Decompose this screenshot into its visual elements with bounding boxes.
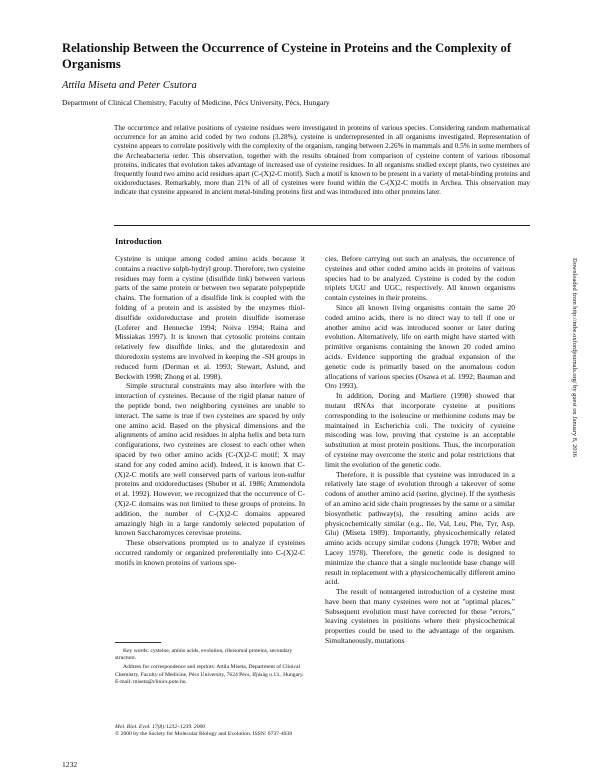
abstract-divider (114, 225, 530, 226)
journal-citation: Mol. Biol. Evol. 17(8):1232–1239. 2000 (115, 724, 206, 730)
journal-info (115, 724, 305, 738)
author-affiliation: Department of Clinical Chemistry, Faculty of Medicine, Pécs University, Pécs, Hungary (62, 98, 330, 107)
journal-copyright: © 2000 by the Society for Molecular Biology and Evolution. ISSN: 0737-4038 (115, 731, 293, 738)
right-paragraph-2: Since all known living organisms contain the same 20 coded amino acids, there is no direct way to tell if one or another amino acid was introduced sooner or later during evolution. Alternatively, life on earth might have started with primitive organisms containing the known 20 coded amino acids. Evidence supporting the gradual expansion of the genetic code is primarily based on the anomalous codon allocations of various species (Osawa et al. 1992; Bauman and Oro 1993). (325, 302, 515, 391)
footnotes (115, 648, 305, 688)
article-title: Relationship Between the Occurrence of Cysteine in Proteins and the Complexity of Organisms (62, 41, 512, 71)
left-column (115, 254, 305, 626)
right-paragraph-5: The result of nontargeted introduction of a cysteine must have been that many cysteines were not at "optimal places." Subsequent evolution must have corrected for these "errors," leaving cysteines in positions where their physicochemical properties could be used to the advantage of the organism. Simultaneously, mutations (325, 587, 515, 646)
page-number: 1232 (62, 760, 78, 769)
right-paragraph-3: In addition, Doring and Marliere (1998) showed that mutant tRNAs that incorporate cysteine at positions corresponding to the isoleucine or methionine codons may be maintained in Escherichia coli. The toxicity of cysteine miscoding was low, proving that cysteine is an acceptable substitution at most protein positions. Thus, the incorporation of cysteine may overcome the steric and polar restrictions that limit the evolution of the genetic code. (325, 391, 515, 469)
left-paragraph-1: Cysteine is unique among coded amino acids because it contains a reactive sulph-hydryl group. Therefore, two cysteine residues may form a cystine (disulfide link) between various parts of the same protein or between two separate polypeptide chains. The formation of a disulfide link is coupled with the folding of a protein and is assisted by the enzymes thiol-disulfide oxidoreductase and protein disulfide isomerase (Loferer and Hennecke 1994; Noiva 1994; Raina and Missiakas 1997). It is known that cytosolic proteins contain relatively few disulfide links, and the glutaredoxin and thioredoxin systems are involved in keeping the -SH groups in reduced form (Derman et al. 1993; Stewart, Aslund, and Beckwith 1998; Zhong et al. 1998). (115, 254, 305, 381)
download-side-note-text[interactable]: Downloaded from http://mbe.oxfordjournals.org/ by guest on January 8, 2016 (571, 258, 578, 457)
right-paragraph-4: Therefore, it is possible that cysteine was introduced in a relatively late stage of evolution through a takeover of some codons of another amino acid (serine, glycine). If the synthesis of an amino acid side chain progresses by the same or a similar biosynthetic pathway(s), the resulting amino acids are physicochemically similar (e.g., Ile, Val, Leu, Phe, Tyr, Asp, Glu) (Miseta 1989). Importantly, physicochemically related amino acids occupy similar codons (Jungck 1978; Weber and Lacey 1978). Therefore, the genetic code is designed to minimize the chance that a single nucleotide base change will result in replacement with a physicochemically different amino acid. (325, 469, 515, 587)
download-side-note (570, 258, 580, 558)
section-heading: Introduction (115, 236, 162, 246)
right-paragraph-1: cies. Before carrying out such an analysis, the occurrence of cysteines and other coded amino acids in proteins of various species had to be analyzed. Cysteine is coded by the codon triplets UGU and UGC, respectively. All known organisms contain cysteines in their proteins. (325, 254, 515, 303)
keywords-note: Key words: cysteine, amino acids, evolution, ribosomal proteins, secondary structure. (115, 648, 293, 662)
address-note: Address for correspondence and reprints: Attila Miseta, Department of Clinical Chemistry, Faculty of Medicine, Pécs University, 7624 Pécs, Ifjúság u.13., Hungary. E-mail: miseta@clinics.pote.hu. (115, 664, 304, 685)
footnote-divider (115, 642, 161, 643)
left-paragraph-3: These observations prompted us to analyze if cysteines occurred randomly or organized preferentially into C-(X)2-C motifs in known proteins of various spe- (115, 538, 305, 567)
right-column (325, 254, 515, 754)
article-authors: Attila Miseta and Peter Csutora (62, 80, 197, 91)
left-paragraph-2: Simple structural constraints may also interfere with the interaction of cysteines. Because of the rigid planar nature of the peptide bond, two neighboring cysteines are unable to interact. The same is true if two cysteines are spaced by only one amino acid. Based on the physical dimensions and the alignments of amino acid residues in alpha helix and beta turn configurations, two cysteines are closest to each other when spaced by two other amino acids (C-(X)2-C motif; X may stand for any coded amino acid). Indeed, it is known that C-(X)2-C motifs are well conserved parts of various iron-sulfur proteins and oxidoreductases (Shuber et al. 1986; Ammendola et al. 1992). However, we recognized that the occurrence of C-(X)2-C domains was not limited to these groups of proteins. In addition, the number of C-(X)2-C domains appeared amazingly high in a large randomly selected population of known Saccharomyces cerevisae proteins. (115, 381, 305, 538)
abstract: The occurrence and relative positions of cysteine residues were investigated in proteins of various species. Considering random mathematical occurrence for an amino acid coded by two codons (3.28%), cysteine is underrepresented in all organisms investigated. Representation of cysteine appears to correlate positively with the complexity of the organism, ranging between 2.26% in mammals and 0.5% in some members of the Archeabacteria order. This observation, together with the results obtained from comparison of cysteine content of various ribosomal proteins, indicates that evolution takes advantage of increased use of cysteine residues. In all organisms studied except plants, two cysteines are frequently found two amino acid residues apart (C-(X)2-C motif). Such a motif is known to be present in a variety of metal-binding proteins and oxidoreductases. Remarkably, more than 21% of all of cysteines were found within the C-(X)2-C motifs in Archea. This observation may indicate that cysteine appeared in ancient metal-binding proteins first and was introduced into other proteins later. (114, 124, 530, 197)
